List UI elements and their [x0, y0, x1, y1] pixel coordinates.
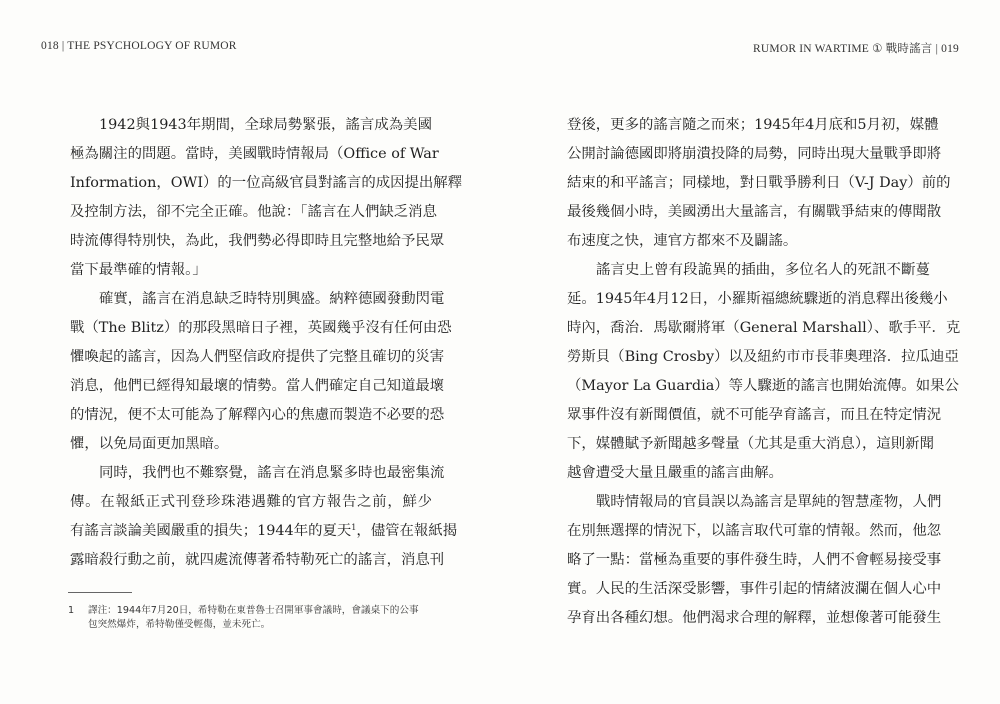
- footnote: [68, 604, 430, 632]
- body-line: 結束的和平謠言；同樣地，對日戰爭勝利日（V-J Day）前的: [567, 175, 951, 191]
- body-line: 同時，我們也不難察覺，謠言在消息緊多時也最密集流: [99, 465, 445, 481]
- body-line: 當下最準確的情報。」: [70, 262, 207, 278]
- body-line-text: 有謠言談論美國嚴重的損失；1944年的夏天: [70, 523, 352, 539]
- body-line: 登後，更多的謠言隨之而來；1945年4月底和5月初，媒體: [567, 117, 939, 133]
- body-line: 實。人民的生活深受影響，事件引起的情緒波瀾在個人心中: [567, 581, 942, 597]
- body-line: 懼喚起的謠言，因為人們堅信政府提供了完整且確切的災害: [70, 349, 445, 365]
- body-line: 露暗殺行動之前，就四處流傳著希特勒死亡的謠言，消息刊: [70, 552, 445, 568]
- body-line: （Mayor La Guardia）等人驟逝的謠言也開始流傳。如果公: [567, 378, 959, 394]
- body-line: 的情況，便不太可能為了解釋內心的焦慮而製造不必要的恐: [70, 407, 445, 423]
- body-line: 極為關注的問題。當時，美國戰時情報局（Office of War: [70, 146, 439, 162]
- body-line: [70, 521, 458, 541]
- body-line: 確實，謠言在消息缺乏時特別興盛。納粹德國發動閃電: [99, 291, 445, 307]
- body-line: 略了一點：當極為重要的事件發生時，人們不會輕易接受事: [567, 552, 942, 568]
- body-line: 戰（The Blitz）的那段黑暗日子裡，英國幾乎沒有任何由恐: [70, 320, 452, 336]
- footnote-number: 1: [68, 605, 75, 616]
- body-line-tail: ，儘管在報紙揭: [356, 523, 458, 539]
- footnote-line: 譯注：1944年7月20日，希特勒在東普魯士召開軍事會議時，會議桌下的公事: [88, 605, 419, 616]
- body-line: 消息，他們已經得知最壞的情勢。當人們確定自己知道最壞: [70, 378, 445, 394]
- footnote-line: 包突然爆炸，希特勒僅受輕傷，並未死亡。: [88, 619, 271, 630]
- footnote-separator: [68, 592, 132, 593]
- footnote-ref[interactable]: 1: [351, 523, 357, 532]
- body-line: 布速度之快，連官方都來不及闢謠。: [567, 233, 798, 249]
- body-line: 謠言史上曾有段詭異的插曲，多位名人的死訊不斷蔓: [596, 262, 930, 278]
- running-header-left: 018 | THE PSYCHOLOGY OF RUMOR: [41, 40, 237, 52]
- body-line: 眾事件沒有新聞價值，就不可能孕育謠言，而且在特定情況: [567, 407, 942, 423]
- body-line: 1942與1943年期間，全球局勢緊張，謠言成為美國: [99, 117, 432, 133]
- body-line: 時流傳得特別快，為此，我們勢必得即時且完整地給予民眾: [70, 233, 445, 249]
- body-line: 及控制方法，卻不完全正確。他說：「謠言在人們缺乏消息: [70, 204, 437, 220]
- body-line: Information，OWI）的一位高級官員對謠言的成因提出解釋: [70, 175, 463, 191]
- body-line: 在別無選擇的情況下，以謠言取代可靠的情報。然而，他忽: [567, 523, 942, 539]
- body-line: 孕育出各種幻想。他們渴求合理的解釋，並想像著可能發生: [567, 610, 942, 626]
- running-header-right: RUMOR IN WARTIME ① 戰時謠言 | 019: [753, 43, 959, 55]
- body-line: 最後幾個小時，美國湧出大量謠言，有關戰爭結束的傳聞散: [567, 204, 942, 220]
- body-line: 勞斯貝（Bing Crosby）以及紐約市市長菲奧理洛．拉瓜迪亞: [567, 349, 959, 365]
- body-line: 傳。在報紙正式刊登珍珠港遇難的官方報告之前，鮮少: [70, 494, 432, 510]
- body-line: 公開討論德國即將崩潰投降的局勢，同時出現大量戰爭即將: [567, 146, 942, 162]
- body-line: 戰時情報局的官員誤以為謠言是單純的智慧產物，人們: [596, 494, 942, 510]
- body-line: 延。1945年4月12日，小羅斯福總統驟逝的消息釋出後幾小: [567, 291, 948, 307]
- body-line: 時內，喬治．馬歇爾將軍（General Marshall）、歌手平．克: [567, 320, 961, 336]
- body-line: 下，媒體賦予新聞越多聲量（尤其是重大消息），這則新聞: [567, 436, 934, 452]
- body-line: 懼，以免局面更加黑暗。: [70, 436, 229, 452]
- body-line: 越會遭受大量且嚴重的謠言曲解。: [567, 465, 783, 481]
